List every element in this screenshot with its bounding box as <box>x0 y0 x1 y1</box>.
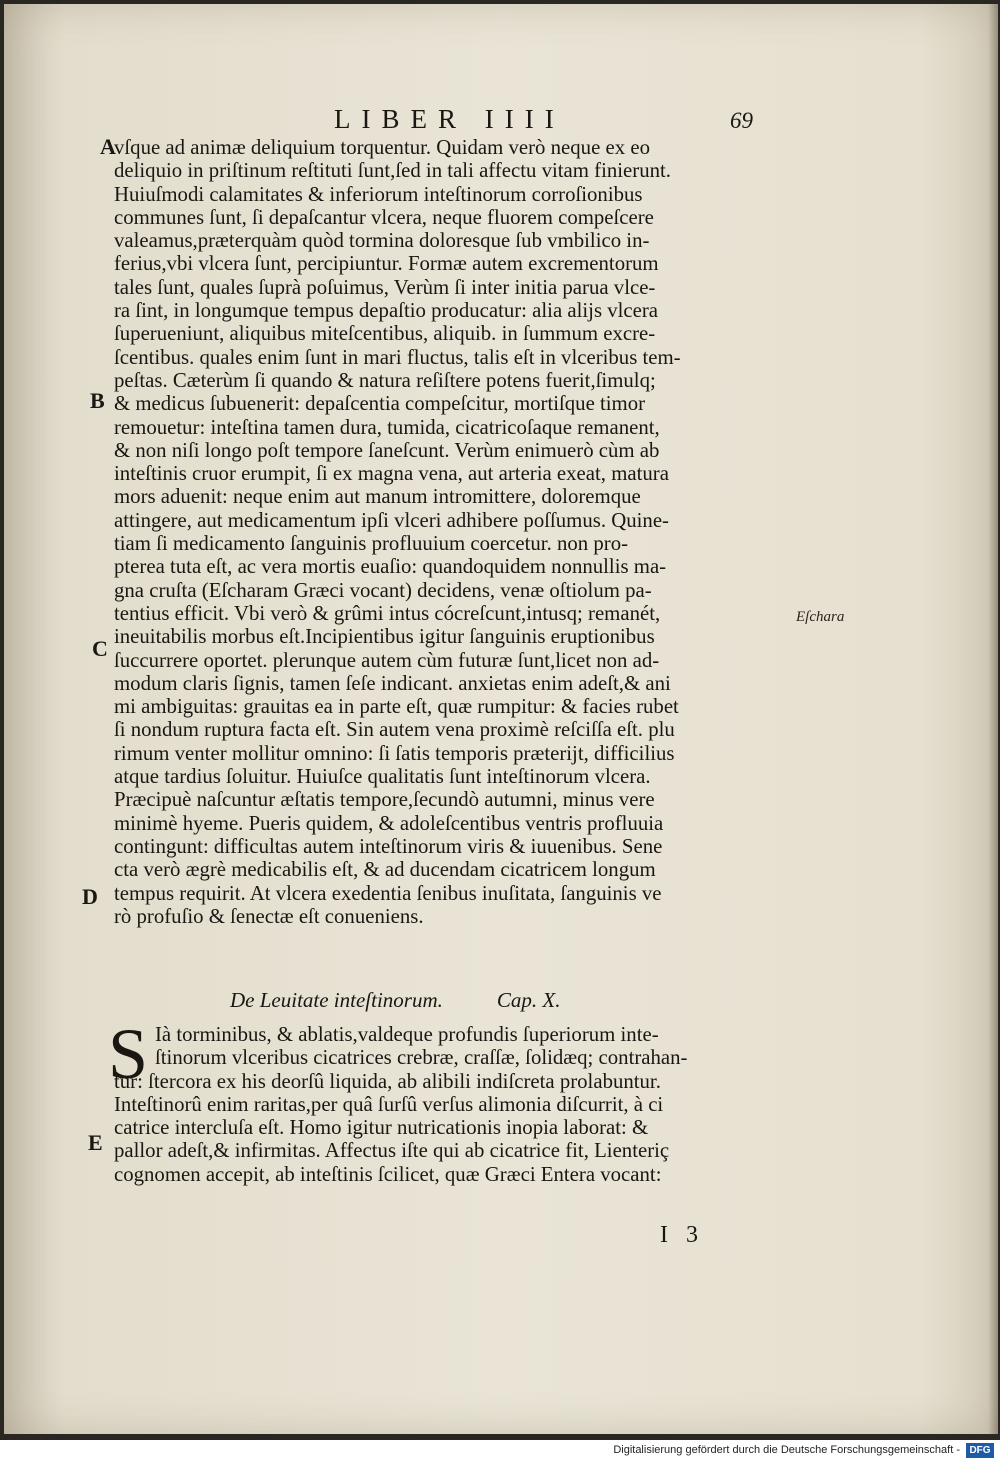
text-line: Ià torminibus, & ablatis,valdeque profundis ſuperiorum inte- <box>155 1023 659 1046</box>
text-line: & medicus ſubuenerit: depaſcentia compeſcitur, mortiſque timor <box>114 392 646 416</box>
text-line: Inteſtinorû enim raritas,per quâ ſurſû verſus alimonia diſcurrit, à ci <box>114 1092 664 1116</box>
text-line: attingere, aut medicamentum ipſi vlceri adhibere poſſumus. Quine- <box>114 508 669 532</box>
text-line: ſcentibus. quales enim ſunt in mari fluctus, talis eſt in vlceribus tem- <box>114 345 681 369</box>
text-line: contingunt: difficultas autem inteſtinorum viris & iuuenibus. Sene <box>114 834 663 858</box>
text-line: minimè hyeme. Pueris quidem, & adoleſcentibus ventris profluuia <box>114 811 664 835</box>
page-edge-shadow <box>988 4 998 1434</box>
chapter-title: De Leuitate inteſtinorum. <box>230 988 443 1012</box>
text-line: communes ſunt, ſi depaſcantur vlcera, neque fluorem compeſcere <box>114 205 654 229</box>
text-line: Huiuſmodi calamitates & inferiorum inteſtinorum corroſionibus <box>114 182 643 206</box>
text-line: deliquio in priſtinum reſtituti ſunt,ſed in tali affectu vitam finierunt. <box>114 159 671 183</box>
text-line: cta verò ægrè medicabilis eſt, & ad ducendam cicatricem longum <box>114 858 656 882</box>
text-line: mors aduenit: neque enim aut manum intromittere, doloremque <box>114 485 641 509</box>
text-line: gna cruſta (Eſcharam Græci vocant) decidens, venæ oſtiolum pa- <box>114 578 652 602</box>
section-marker-a: A <box>100 134 116 159</box>
section-marker-e: E <box>88 1130 103 1155</box>
text-line: ferius,vbi vlcera ſunt, percipiuntur. Formæ autem excrementorum <box>114 252 659 276</box>
chapter-number: Cap. X. <box>496 988 561 1012</box>
text-line: atque tardius ſoluitur. Huiuſce qualitatis ſunt inteſtinorum vlcera. <box>114 765 651 789</box>
section-marker-b: B <box>90 388 105 413</box>
text-line: rimum venter mollitur omnino: ſi ſatis temporis præterijt, difficilius <box>114 741 675 765</box>
text-line: inteſtinis cruor erumpit, ſi ex magna vena, aut arteria exeat, matura <box>114 462 669 486</box>
text-line: cognomen accepit, ab inteſtinis ſcilicet, quæ Græci Entera vocant: <box>114 1162 662 1186</box>
folio-number: 69 <box>730 108 753 133</box>
text-line: tur: ſtercora ex his deorſû liquida, ab alibili indiſcreta prolabuntur. <box>114 1069 661 1093</box>
text-line: tales ſunt, quales ſuprà poſuimus, Verùm ſi inter initia parua vlce- <box>114 275 656 299</box>
text-line: ineuitabilis morbus eſt.Incipientibus igitur ſanguinis eruptionibus <box>114 625 655 649</box>
text-line: & non niſi longo poſt tempore ſaneſcunt. Verùm enimuerò cùm ab <box>114 438 660 462</box>
running-title: LIBER IIII <box>334 104 565 134</box>
text-line: remouetur: inteſtina tamen dura, tumida, cicatricoſaque remanent, <box>114 415 660 439</box>
text-line: tiam ſi medicamento ſanguinis profluuium coercetur. non pro- <box>114 532 629 556</box>
text-line: catrice intercluſa eſt. Homo igitur nutricationis inopia laborat: & <box>114 1116 649 1140</box>
drop-capital: S <box>108 1014 149 1094</box>
chapter-heading <box>230 988 561 1013</box>
section-marker-c: C <box>92 636 108 661</box>
text-line: pallor adeſt,& infirmitas. Affectus iſte qui ab cicatrice fit, Lienteriç <box>114 1139 670 1163</box>
footer-bar <box>0 1440 1000 1463</box>
text-line: mi ambiguitas: grauitas ea in parte eſt, quæ rumpitur: & facies rubet <box>114 695 679 719</box>
text-line: Præcipuè naſcuntur æſtatis tempore,ſecundò autumni, minus vere <box>114 788 655 812</box>
signature-mark: I 3 <box>660 1222 704 1248</box>
text-line: valeamus,præterquàm quòd tormina doloresque ſub vmbilico in- <box>114 229 650 253</box>
text-line: peſtas. Cæterùm ſi quando & natura reſiſtere potens fuerit,ſimulq; <box>114 368 656 392</box>
text-line: vſque ad animæ deliquium torquentur. Quidam verò neque ex eo <box>114 136 650 159</box>
text-line: rò profuſio & ſenectæ eſt conueniens. <box>114 904 424 928</box>
dfg-logo[interactable]: DFG <box>966 1443 994 1458</box>
text-line: ra ſint, in longumque tempus depaſtio producatur: alia alijs vlcera <box>114 299 659 323</box>
text-line: ſuperueniunt, aliquibus miteſcentibus, aliquib. in ſummum excre- <box>114 322 656 346</box>
text-line: tempus requirit. At vlcera exedentia ſenibus inuſitata, ſanguinis ve <box>114 881 662 905</box>
text-line: ſuccurrere oportet. plerunque autem cùm futuræ ſunt,licet non ad- <box>114 648 660 672</box>
text-line: tentius efficit. Vbi verò & grûmi intus cócreſcunt,intusq; remanét, <box>114 601 661 625</box>
text-line: ſi nondum ruptura facta eſt. Sin autem vena proximè reſciſſa eſt. plu <box>114 718 675 742</box>
text-line: ſtinorum vlceribus cicatrices crebræ, craſſæ, ſolidæq; contrahan- <box>155 1046 688 1070</box>
section-marker-d: D <box>82 884 98 909</box>
page-header <box>4 104 998 138</box>
main-paragraph <box>114 136 764 928</box>
chapter-paragraph <box>114 1023 765 1186</box>
text-line: modum claris ſignis, tamen ſeſe indicant. anxietas enim adeſt,& ani <box>114 671 671 695</box>
funding-credit[interactable]: Digitalisierung gefördert durch die Deutsche Forschungsgemeinschaft - <box>613 1444 960 1456</box>
text-line: pterea tuta eſt, ac vera mortis euaſio: quandoquidem nonnullis ma- <box>114 555 667 579</box>
margin-note: Eſchara <box>796 609 845 625</box>
